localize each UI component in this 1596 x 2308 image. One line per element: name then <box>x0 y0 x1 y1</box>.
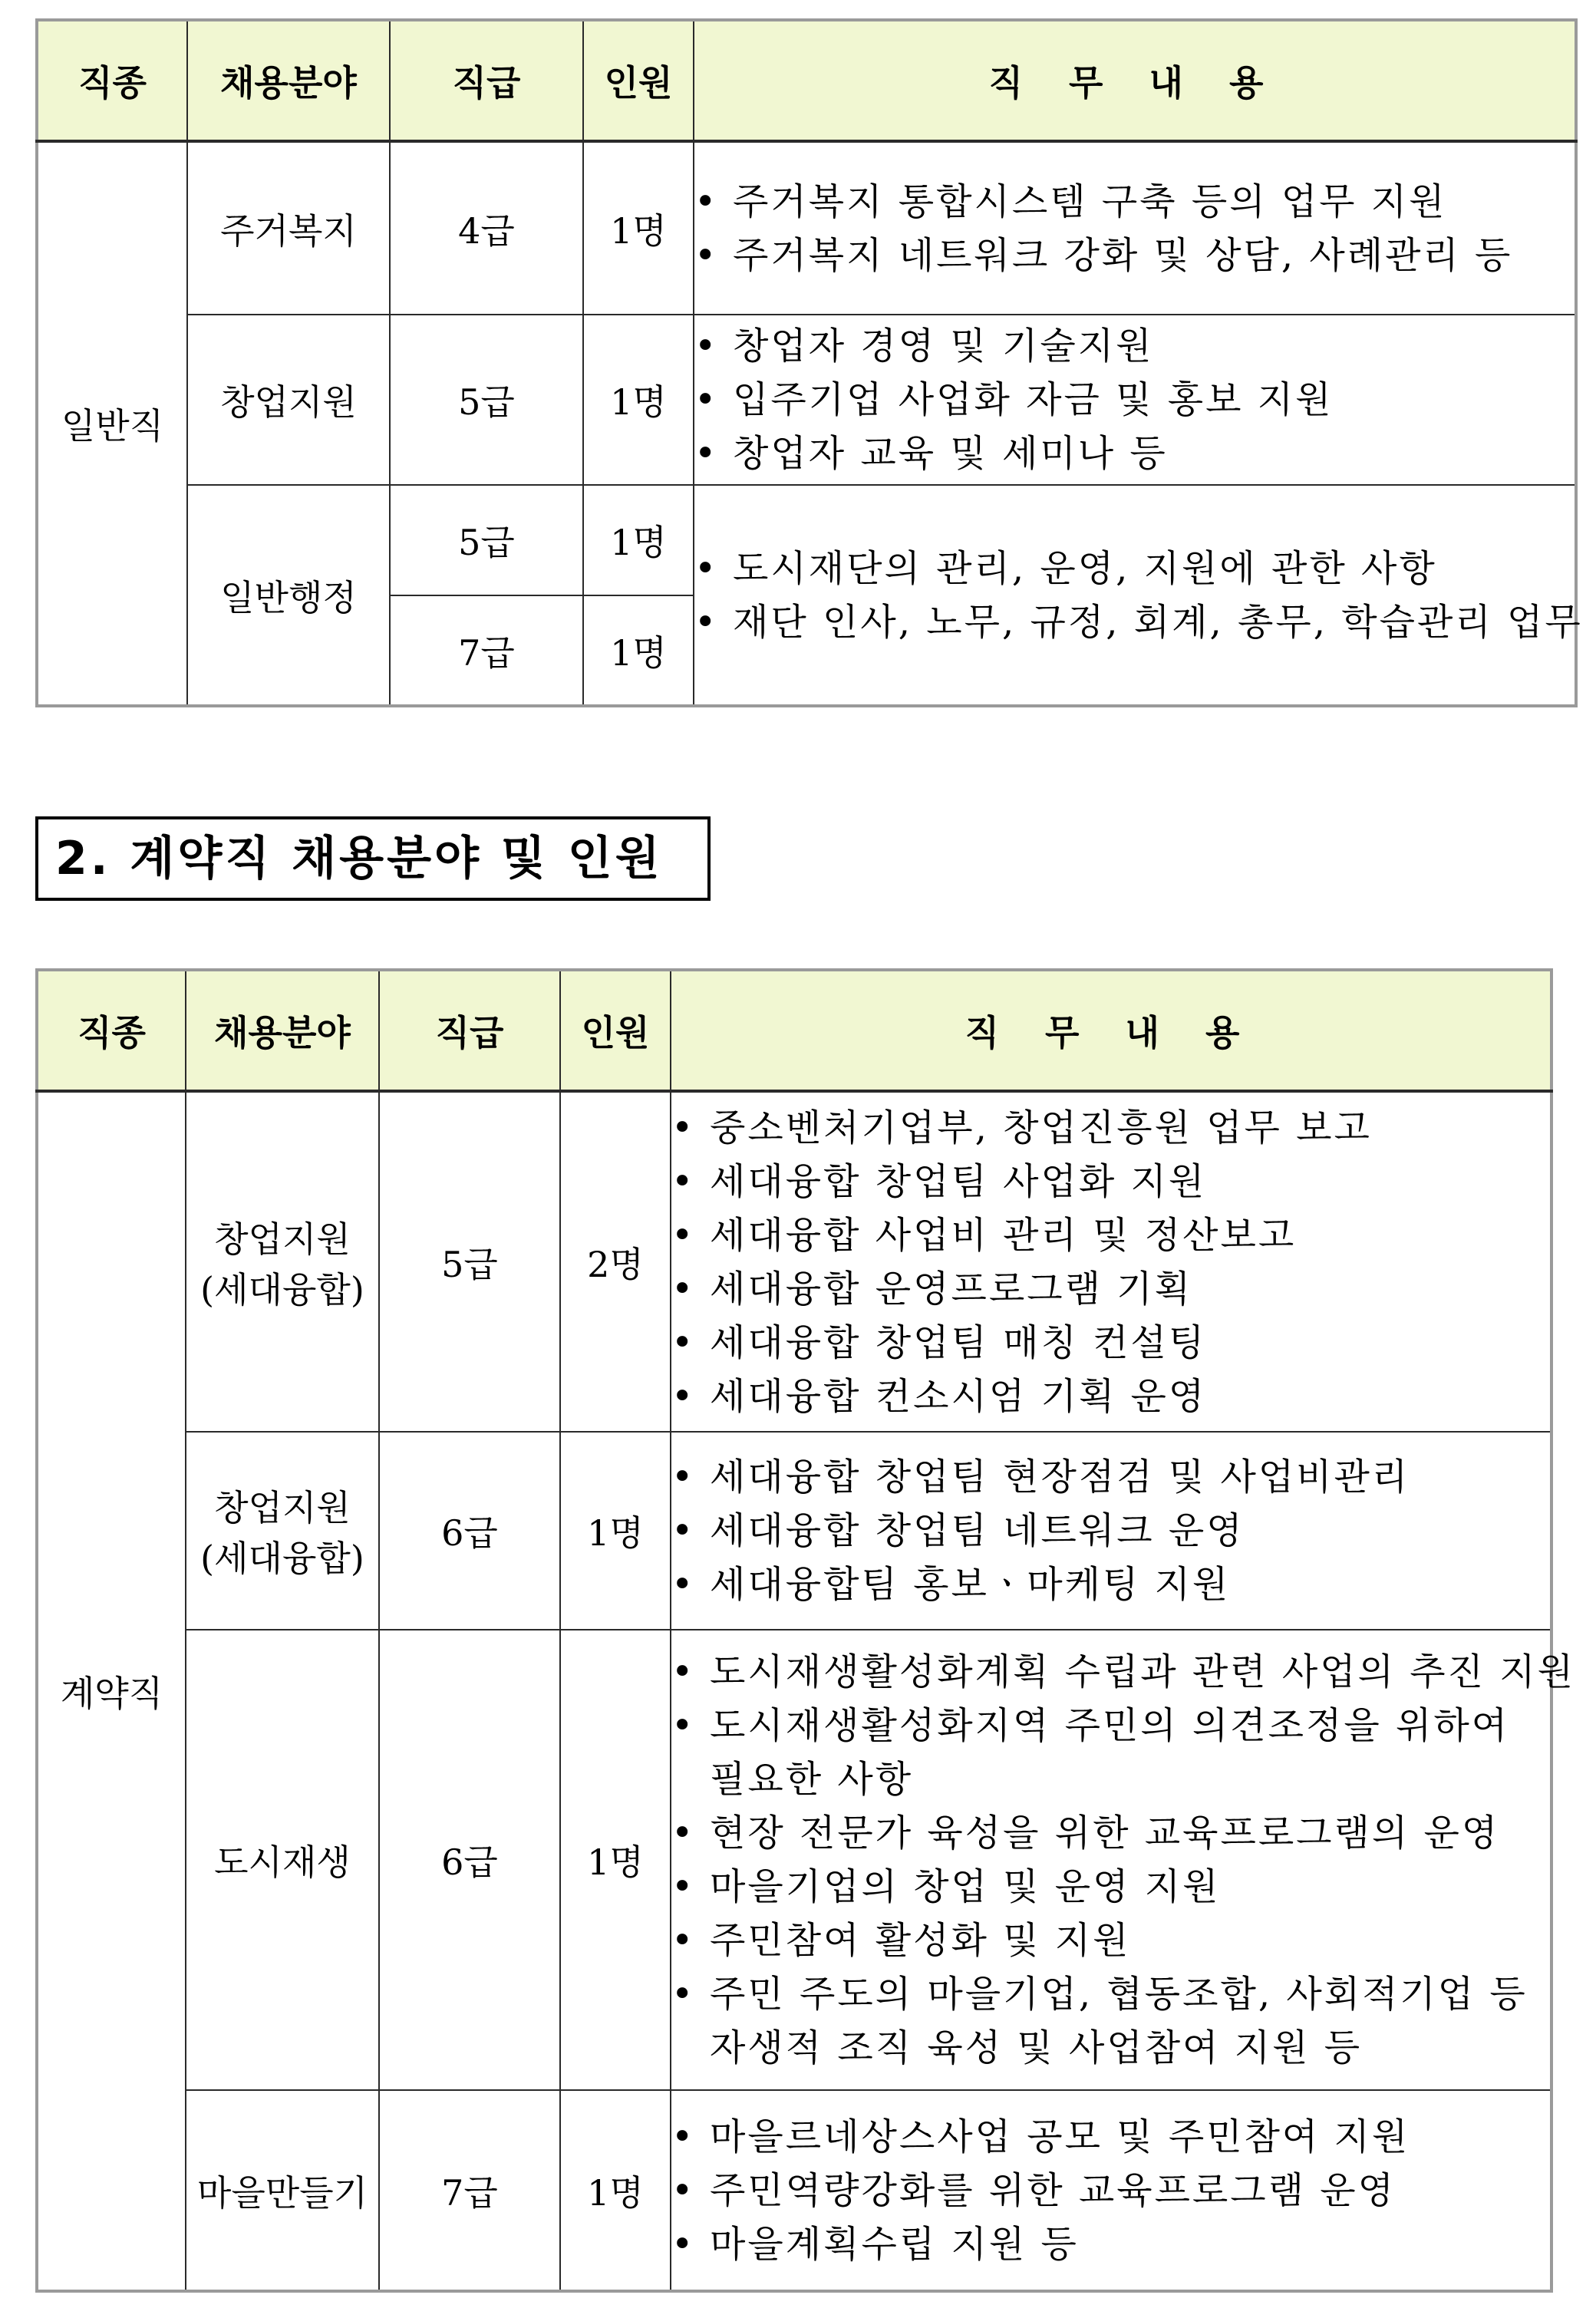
duties-cell <box>671 2090 1551 2291</box>
field-cell: 일반행정 <box>187 485 390 706</box>
duty-item: • 주민역량강화를 위한 교육프로그램 운영 <box>671 2164 1550 2217</box>
duties-cell <box>694 485 1583 706</box>
grade-cell: 5급 <box>390 485 583 595</box>
duty-item: • 세대융합 창업팀 매칭 컨설팅 <box>671 1316 1550 1370</box>
table-header-row <box>37 20 1576 141</box>
count-cell: 2명 <box>560 1091 671 1432</box>
grade-cell: 6급 <box>379 1432 560 1630</box>
job-type-cell: 일반직 <box>37 141 187 706</box>
field-name: 창업지원 <box>214 1487 351 1528</box>
duty-item-line: 자생적 조직 육성 및 사업참여 지원 등 <box>710 2026 1363 2069</box>
field-cell <box>186 1091 379 1432</box>
duty-item: • 세대융합 운영프로그램 기획 <box>671 1262 1550 1316</box>
duty-item <box>671 1699 1550 1806</box>
header-grade: 직급 <box>379 970 560 1091</box>
duty-item: • 창업자 교육 및 세미나 등 <box>694 427 1575 480</box>
count-cell: 1명 <box>583 141 694 315</box>
table-row <box>37 141 1576 315</box>
header-count: 인원 <box>583 20 694 141</box>
duty-item: • 세대융합 컨소시엄 기획 운영 <box>671 1370 1550 1423</box>
field-cell: 마을만들기 <box>186 2090 379 2291</box>
duty-item-line: • 주민 주도의 마을기업, 협동조합, 사회적기업 등 <box>710 1973 1528 2016</box>
field-subname: (세대융합) <box>200 1268 364 1311</box>
table-header-row <box>37 970 1551 1091</box>
count-cell: 1명 <box>560 1432 671 1630</box>
duties-cell <box>671 1091 1551 1432</box>
duty-item: • 현장 전문가 육성을 위한 교육프로그램의 운영 <box>671 1806 1550 1860</box>
duty-item <box>671 1967 1550 2075</box>
duties-cell <box>671 1630 1576 2090</box>
count-cell: 1명 <box>583 485 694 595</box>
table-row <box>37 2090 1551 2291</box>
duty-item: • 마을계획수립 지원 등 <box>671 2217 1550 2271</box>
duty-item: • 세대융합 사업비 관리 및 정산보고 <box>671 1208 1550 1262</box>
field-name: 창업지원 <box>214 1218 351 1260</box>
field-subname: (세대융합) <box>200 1538 364 1579</box>
header-job-type: 직종 <box>37 20 187 141</box>
header-duties: 직 무 내 용 <box>671 970 1551 1091</box>
field-cell: 창업지원 <box>187 315 390 485</box>
table-row <box>37 1091 1551 1432</box>
duty-item: • 재단 인사, 노무, 규정, 회계, 총무, 학습관리 업무 <box>694 595 1575 649</box>
duty-item: • 세대융합팀 홍보ㆍ마케팅 지원 <box>671 1558 1550 1611</box>
job-type-cell: 계약직 <box>37 1091 186 2291</box>
regular-jobs-table <box>35 18 1583 707</box>
section-title: 2. 계약직 채용분야 및 인원 <box>35 816 711 901</box>
duty-item: • 주거복지 네트워크 강화 및 상담, 사례관리 등 <box>694 229 1575 282</box>
field-cell: 주거복지 <box>187 141 390 315</box>
duties-cell <box>694 315 1576 485</box>
table-row <box>37 485 1576 595</box>
header-grade: 직급 <box>390 20 583 141</box>
duty-item: • 중소벤처기업부, 창업진흥원 업무 보고 <box>671 1101 1550 1155</box>
duties-cell <box>694 141 1576 315</box>
table-row <box>37 315 1576 485</box>
duty-item: • 주민참여 활성화 및 지원 <box>671 1914 1550 1967</box>
grade-cell: 5급 <box>390 315 583 485</box>
duty-item: • 창업자 경영 및 기술지원 <box>694 319 1575 373</box>
grade-cell: 5급 <box>379 1091 560 1432</box>
duty-item: • 마을기업의 창업 및 운영 지원 <box>671 1860 1550 1914</box>
field-cell <box>186 1432 379 1630</box>
grade-cell: 6급 <box>379 1630 560 2090</box>
header-field: 채용분야 <box>186 970 379 1091</box>
duty-item: • 세대융합 창업팀 네트워크 운영 <box>671 1504 1550 1558</box>
header-count: 인원 <box>560 970 671 1091</box>
count-cell: 1명 <box>560 1630 671 2090</box>
duty-item: • 마을르네상스사업 공모 및 주민참여 지원 <box>671 2110 1550 2164</box>
duty-item-line: • 도시재생활성화지역 주민의 의견조정을 위하여 <box>710 1704 1510 1747</box>
duties-cell <box>671 1432 1551 1630</box>
duty-item-line: 필요한 사항 <box>710 1758 914 1801</box>
header-duties: 직 무 내 용 <box>694 20 1576 141</box>
count-cell: 1명 <box>583 595 694 706</box>
duty-item: • 입주기업 사업화 자금 및 홍보 지원 <box>694 373 1575 427</box>
grade-cell: 7급 <box>390 595 583 706</box>
grade-cell: 7급 <box>379 2090 560 2291</box>
duty-item: • 세대융합 창업팀 사업화 지원 <box>671 1155 1550 1208</box>
duty-item: • 도시재단의 관리, 운영, 지원에 관한 사항 <box>694 542 1575 595</box>
header-job-type: 직종 <box>37 970 186 1091</box>
table-row <box>37 1630 1551 2090</box>
grade-cell: 4급 <box>390 141 583 315</box>
duty-item: • 도시재생활성화계획 수립과 관련 사업의 추진 지원 <box>671 1645 1550 1699</box>
field-cell: 도시재생 <box>186 1630 379 2090</box>
count-cell: 1명 <box>583 315 694 485</box>
duty-item: • 세대융합 창업팀 현장점검 및 사업비관리 <box>671 1450 1550 1504</box>
duty-item: • 주거복지 통합시스템 구축 등의 업무 지원 <box>694 175 1575 229</box>
count-cell: 1명 <box>560 2090 671 2291</box>
header-field: 채용분야 <box>187 20 390 141</box>
table-row <box>37 1432 1551 1630</box>
contract-jobs-table <box>35 968 1576 2293</box>
